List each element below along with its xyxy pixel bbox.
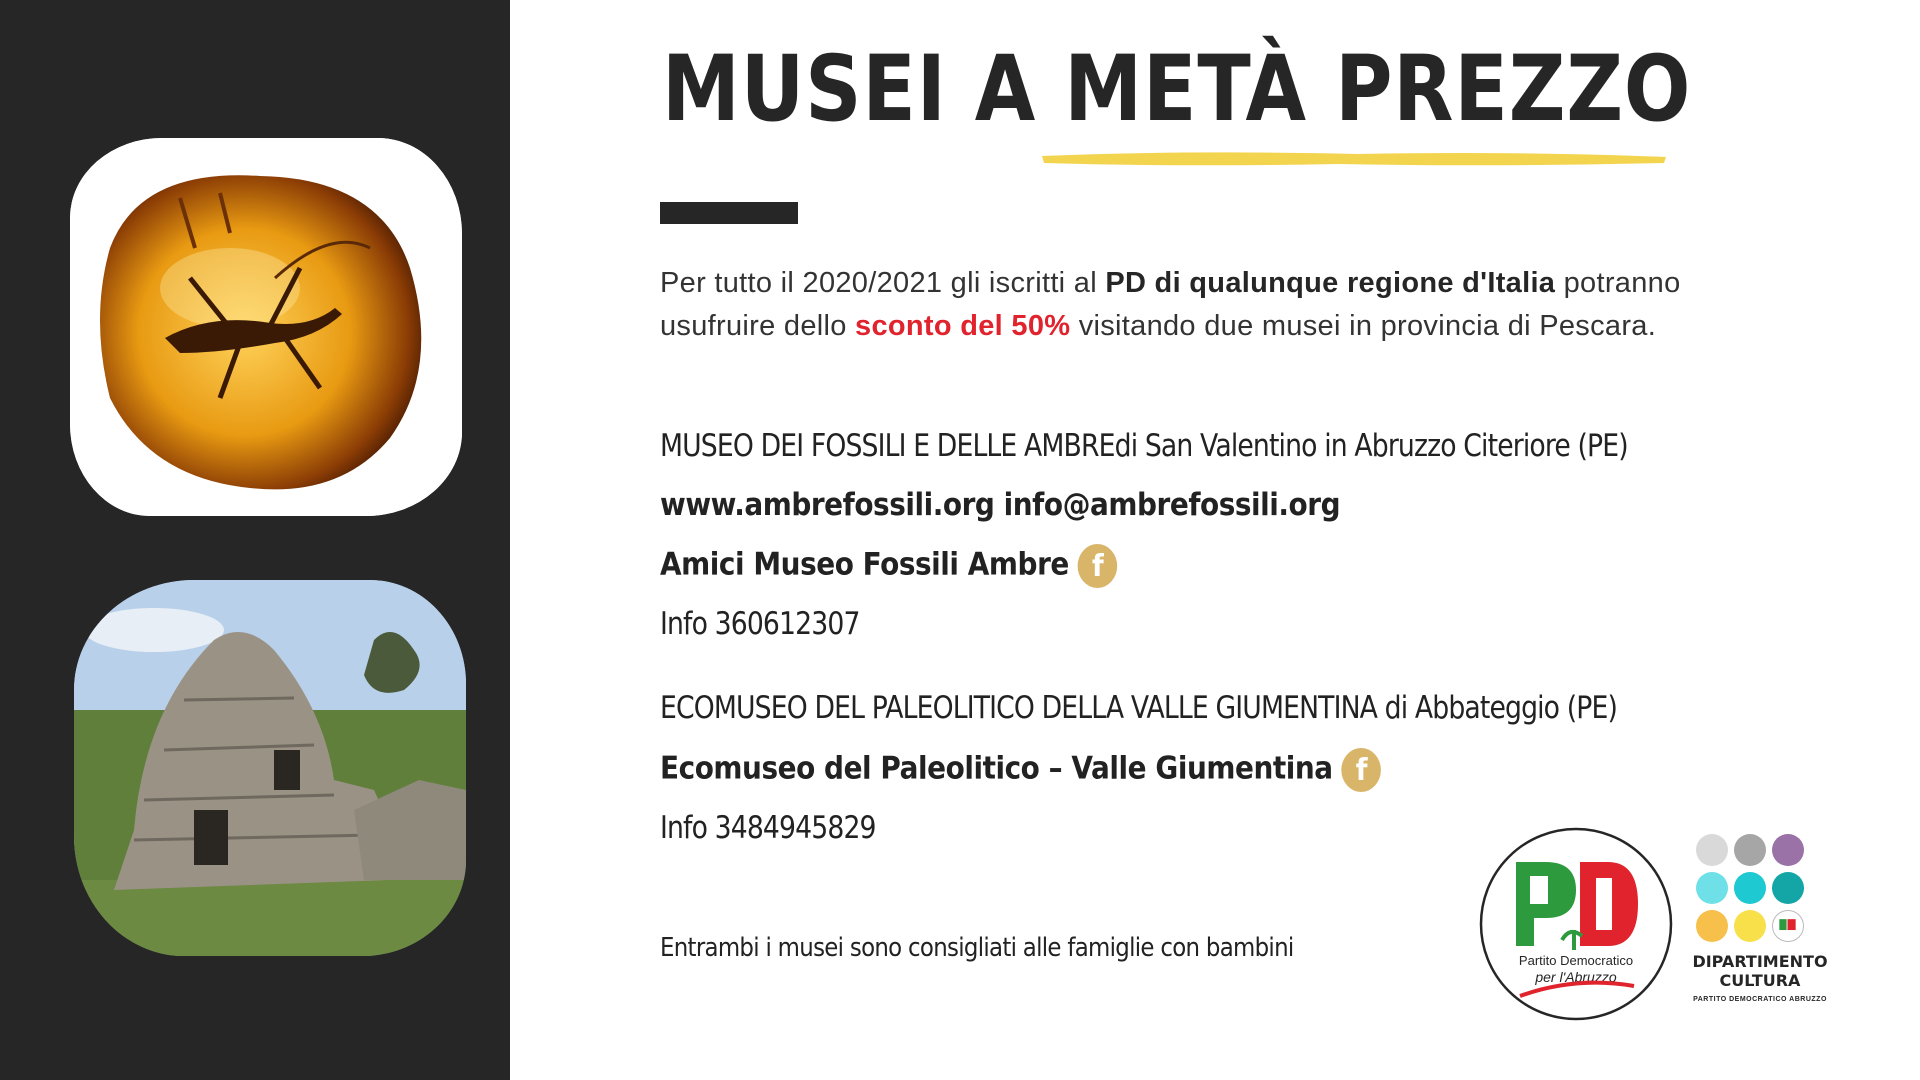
museum2-info: Info 3484945829: [660, 810, 876, 846]
dept-dot: [1734, 834, 1766, 866]
museum2-facebook-label[interactable]: Ecomuseo del Paleolitico – Valle Giumentina: [660, 750, 1333, 787]
pd-logo-line2: per l'Abruzzo: [1535, 969, 1617, 985]
facebook-icon[interactable]: f: [1342, 748, 1382, 792]
museum2-facebook[interactable]: [660, 748, 1381, 792]
intro-text-2: potranno usufruire dello: [660, 267, 1681, 342]
department-title-line2: CULTURA: [1719, 971, 1801, 990]
facebook-icon[interactable]: f: [1078, 544, 1118, 588]
intro-text-3: visitando due musei in provincia di Pescara.: [1070, 310, 1657, 342]
dept-dot: [1772, 834, 1804, 866]
museum1-facebook[interactable]: [660, 544, 1117, 588]
dept-dot: [1734, 910, 1766, 942]
department-subtitle: PARTITO DEMOCRATICO ABRUZZO: [1693, 996, 1827, 1003]
department-title-line1: DIPARTIMENTO: [1692, 952, 1828, 971]
museum1-links[interactable]: www.ambrefossili.org info@ambrefossili.org: [660, 487, 1341, 523]
dept-dot: [1734, 872, 1766, 904]
pd-logo-line1: Partito Democratico: [1518, 953, 1634, 968]
department-title: [1680, 952, 1840, 990]
discount-highlight: sconto del 50%: [855, 310, 1071, 342]
intro-bold: PD di qualunque regione d'Italia: [1105, 267, 1556, 299]
museum1-info: Info 360612307: [660, 606, 860, 642]
amber-fossil-photo: [70, 138, 462, 516]
dept-dot: [1696, 910, 1728, 942]
footer-note: Entrambi i musei sono consigliati alle famiglie con bambini: [660, 933, 1294, 963]
pd-mini-logo-icon: [1772, 910, 1804, 942]
divider-bar: [660, 202, 798, 224]
stone-hut-photo: [74, 580, 466, 956]
intro-paragraph: [660, 262, 1710, 348]
intro-text-1: Per tutto il 2020/2021 gli iscritti al: [660, 267, 1106, 299]
dark-sidebar: [0, 0, 510, 1080]
title-underline-brushstroke: [1038, 148, 1670, 168]
page-title: MUSEI A METÀ PREZZO: [662, 37, 1692, 142]
museum1-name: MUSEO DEI FOSSILI E DELLE AMBREdi San Valentino in Abruzzo Citeriore (PE): [660, 428, 1628, 464]
museum1-facebook-label[interactable]: Amici Museo Fossili Ambre: [660, 546, 1069, 583]
museum2-name: ECOMUSEO DEL PALEOLITICO DELLA VALLE GIUMENTINA di Abbateggio (PE): [660, 690, 1618, 726]
department-logo: [1680, 834, 1840, 1014]
pd-abruzzo-logo: [1478, 826, 1674, 1022]
dept-dot: [1772, 872, 1804, 904]
dept-dot: [1696, 834, 1728, 866]
dept-dot: [1696, 872, 1728, 904]
